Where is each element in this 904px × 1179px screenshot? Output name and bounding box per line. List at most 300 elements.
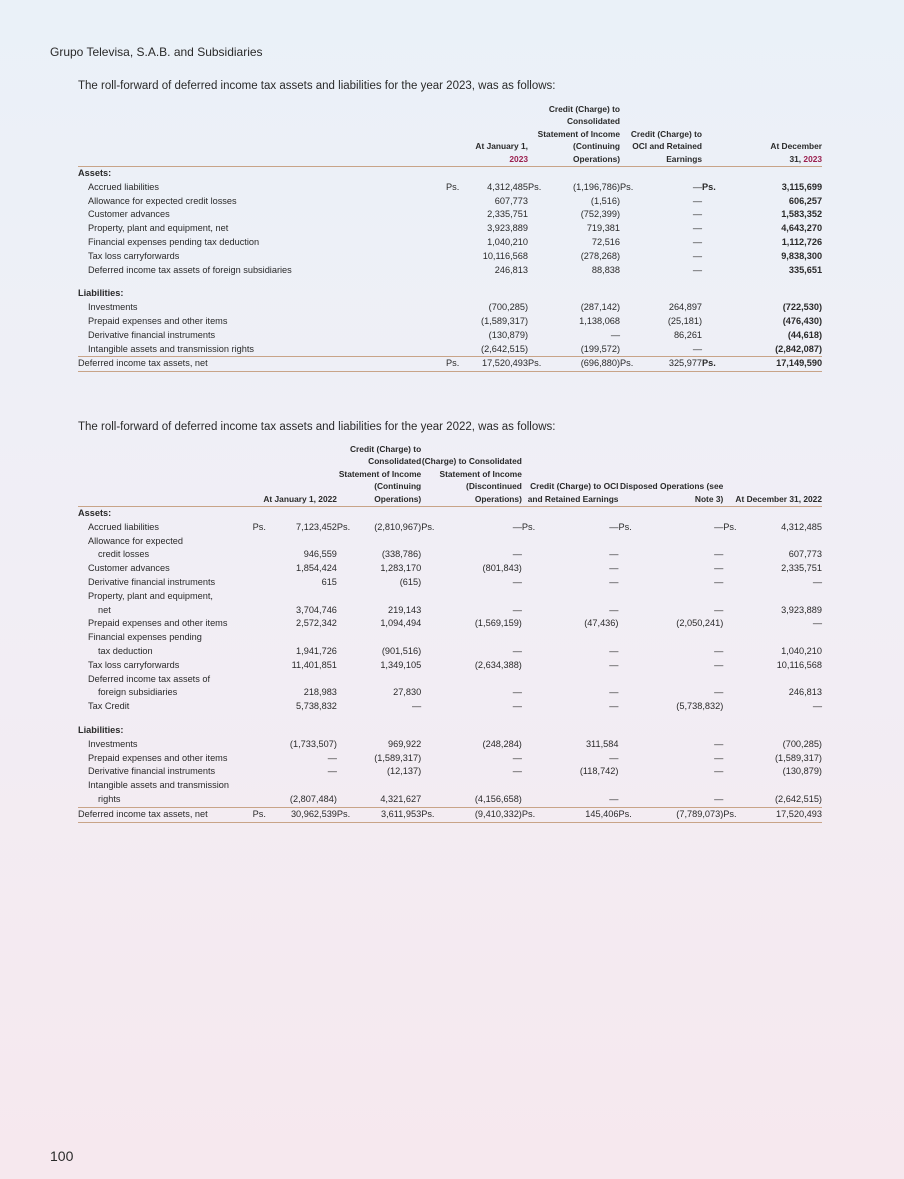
table-row	[78, 195, 822, 209]
currency-label	[421, 576, 442, 590]
currency-label	[620, 222, 640, 236]
currency-label	[702, 250, 722, 264]
currency-label	[253, 604, 274, 618]
total-row	[78, 357, 822, 372]
total-row	[78, 807, 822, 822]
value-cell: (700,285)	[488, 302, 529, 313]
table-row	[78, 686, 822, 700]
value-cell: —	[412, 701, 422, 712]
row-label: Derivative financial instruments	[88, 577, 216, 588]
currency-label	[446, 301, 466, 315]
row-label: Investments	[88, 738, 138, 749]
table-row	[78, 604, 822, 618]
row-label: Customer advances	[88, 209, 170, 220]
value-cell: —	[714, 752, 724, 763]
currency-label	[253, 548, 274, 562]
value-cell: —	[812, 701, 822, 712]
currency-label	[618, 659, 639, 673]
value-cell: (2,642,515)	[481, 343, 529, 354]
currency-label: Ps.	[528, 357, 548, 372]
value-cell: 218,983	[303, 687, 337, 698]
value-cell: 264,897	[668, 302, 703, 313]
table-row	[78, 301, 822, 315]
header-continuing-2022: Credit (Charge) to Consolidated Statement of Income (Continuing Operations)	[337, 443, 421, 507]
value-cell: (752,399)	[580, 209, 621, 220]
value-cell: —	[609, 646, 619, 656]
currency-label	[522, 793, 543, 807]
currency-label	[522, 700, 543, 714]
currency-label	[723, 617, 744, 631]
row-label: Derivative financial instruments	[88, 766, 216, 777]
row-label: Property, plant and equipment,	[88, 590, 213, 601]
value-cell: 1,583,352	[781, 209, 823, 220]
currency-label	[421, 645, 442, 659]
currency-label: Ps.	[252, 521, 266, 532]
currency-label	[620, 195, 640, 209]
currency-label	[337, 548, 358, 562]
currency-label: Ps.	[446, 181, 460, 192]
spacer-row	[78, 277, 822, 287]
currency-label	[528, 222, 548, 236]
value-cell: 969,922	[387, 738, 422, 749]
currency-label	[723, 765, 744, 779]
currency-label	[522, 548, 543, 562]
currency-label	[522, 645, 543, 659]
currency-label	[618, 752, 639, 766]
currency-label	[702, 343, 722, 357]
currency-label	[253, 765, 274, 779]
table-row-label-line	[78, 779, 822, 793]
row-label: Derivative financial instruments	[88, 329, 216, 340]
currency-label	[522, 765, 543, 779]
value-cell: (2,642,515)	[775, 793, 822, 804]
liabilities-heading	[78, 287, 822, 301]
currency-label: Ps.	[620, 357, 640, 372]
value-cell: (801,843)	[482, 563, 522, 574]
currency-label: Ps.	[521, 521, 536, 532]
value-cell: —	[692, 209, 703, 220]
row-label: Customer advances	[88, 563, 170, 574]
table-row	[78, 617, 822, 631]
currency-label	[446, 250, 466, 264]
table-row-label-line	[78, 631, 822, 645]
value-cell: —	[692, 195, 703, 206]
table-row-label-line	[78, 535, 822, 549]
currency-label	[421, 617, 442, 631]
value-cell: 2,335,751	[781, 563, 822, 574]
value-cell: 1,941,726	[296, 646, 337, 656]
value-cell: 145,406	[542, 807, 618, 822]
value-cell: —	[512, 752, 522, 763]
currency-label	[446, 236, 466, 250]
value-cell: 30,962,539	[273, 807, 337, 822]
currency-label	[522, 738, 543, 752]
value-cell: 3,611,953	[357, 807, 421, 822]
value-cell: (7,789,073)	[639, 807, 723, 822]
currency-label	[528, 208, 548, 222]
value-cell: (278,268)	[580, 250, 621, 261]
value-cell: 10,116,568	[482, 250, 529, 261]
row-label: Deferred income tax assets of foreign subsidiaries	[88, 264, 292, 275]
row-label: Intangible assets and transmission	[88, 780, 229, 791]
spacer	[78, 277, 822, 287]
currency-label	[620, 250, 640, 264]
row-label: Financial expenses pending tax deduction	[88, 237, 260, 248]
currency-label	[723, 645, 744, 659]
value-cell: —	[512, 521, 522, 532]
currency-label	[620, 236, 640, 250]
spacer	[78, 714, 822, 724]
row-label: Tax loss carryforwards	[88, 659, 180, 670]
currency-label	[618, 604, 639, 618]
table-row	[78, 562, 822, 576]
currency-label: Ps.	[620, 181, 634, 192]
value-cell: —	[714, 659, 724, 670]
table-row	[78, 264, 822, 278]
currency-label: Ps.	[528, 181, 542, 192]
value-cell: 2,572,342	[296, 618, 337, 629]
table-row	[78, 315, 822, 329]
value-cell: (2,807,484)	[289, 793, 337, 804]
row-label: Prepaid expenses and other items	[88, 618, 228, 629]
header-year: 2023	[803, 153, 823, 164]
currency-label	[702, 208, 722, 222]
table-row	[78, 250, 822, 264]
currency-label	[421, 562, 442, 576]
table-2023	[78, 103, 822, 372]
currency-label	[702, 301, 722, 315]
currency-label	[618, 562, 639, 576]
value-cell: —	[512, 604, 522, 615]
section-label: Assets:	[78, 168, 112, 179]
value-cell: (9,410,332)	[442, 807, 522, 822]
value-cell: (1,589,317)	[374, 752, 422, 763]
currency-label: Ps.	[723, 807, 744, 822]
value-cell: —	[512, 549, 522, 560]
table-row	[78, 329, 822, 343]
currency-label	[702, 222, 722, 236]
value-cell: —	[512, 766, 522, 777]
row-label: credit losses	[98, 549, 150, 560]
row-label: Investments	[88, 302, 138, 313]
currency-label	[446, 264, 466, 278]
value-cell: —	[512, 701, 522, 712]
section-label: Liabilities:	[78, 724, 124, 735]
currency-label	[421, 548, 442, 562]
value-cell: 219,143	[387, 604, 422, 615]
value-cell: —	[714, 549, 724, 560]
value-cell: 10,116,568	[776, 659, 822, 670]
currency-label	[421, 659, 442, 673]
currency-label	[421, 793, 442, 807]
currency-label	[620, 301, 640, 315]
value-cell: 3,704,746	[296, 604, 337, 615]
value-cell: (1,733,507)	[289, 738, 337, 749]
value-cell: 72,516	[591, 237, 621, 248]
row-label: tax deduction	[98, 646, 153, 656]
currency-label: Ps.	[618, 521, 632, 532]
row-label: Tax Credit	[88, 701, 130, 712]
currency-label	[446, 343, 466, 357]
currency-label	[528, 343, 548, 357]
value-cell: —	[609, 549, 619, 560]
value-cell: —	[714, 604, 724, 615]
currency-label: Ps.	[337, 807, 358, 822]
spacer-row	[78, 714, 822, 724]
currency-label	[702, 195, 722, 209]
header-jan-2022: At January 1, 2022	[253, 443, 337, 507]
currency-label	[421, 686, 442, 700]
header-oci-2022: Credit (Charge) to OCI and Retained Earnings	[522, 443, 619, 507]
value-cell: 607,773	[494, 195, 529, 206]
value-cell: 4,312,485	[781, 521, 822, 532]
currency-label	[618, 793, 639, 807]
currency-label	[421, 604, 442, 618]
value-cell: —	[609, 577, 619, 588]
value-cell: (2,634,388)	[474, 659, 522, 670]
currency-label	[253, 562, 274, 576]
currency-label	[522, 617, 543, 631]
currency-label	[421, 765, 442, 779]
value-cell: —	[714, 577, 724, 588]
currency-label: Ps.	[723, 521, 737, 532]
currency-label	[528, 329, 548, 343]
currency-label	[528, 250, 548, 264]
currency-label	[522, 576, 543, 590]
currency-label	[253, 659, 274, 673]
table-row	[78, 576, 822, 590]
value-cell: —	[714, 646, 724, 656]
value-cell: (2,842,087)	[775, 343, 823, 354]
value-cell: 9,838,300	[781, 250, 823, 261]
currency-label	[528, 236, 548, 250]
value-cell: (47,436)	[584, 618, 619, 629]
currency-label	[723, 548, 744, 562]
currency-label	[723, 700, 744, 714]
value-cell: 246,813	[494, 264, 529, 275]
value-cell: —	[714, 563, 724, 574]
currency-label	[337, 752, 358, 766]
currency-label	[618, 700, 639, 714]
value-cell: 17,149,590	[722, 357, 822, 372]
value-cell: (476,430)	[782, 316, 823, 326]
table-row	[78, 752, 822, 766]
currency-label	[337, 576, 358, 590]
currency-label	[253, 645, 274, 659]
currency-label	[618, 686, 639, 700]
header-discontinued-2022: (Charge) to Consolidated Statement of Income (Discontinued Operations)	[421, 443, 522, 507]
value-cell: (12,137)	[386, 766, 422, 777]
currency-label	[702, 315, 722, 329]
currency-label	[421, 700, 442, 714]
value-cell: —	[609, 604, 619, 615]
currency-label	[522, 604, 543, 618]
currency-label	[620, 329, 640, 343]
value-cell: (1,589,317)	[775, 752, 822, 763]
currency-label	[446, 208, 466, 222]
value-cell: 1,283,170	[380, 563, 422, 574]
currency-label	[618, 738, 639, 752]
currency-label	[337, 738, 358, 752]
currency-label	[702, 264, 722, 278]
value-cell: (4,156,658)	[474, 793, 522, 804]
value-cell: (696,880)	[548, 357, 620, 372]
value-cell: 86,261	[673, 329, 703, 340]
currency-label	[253, 576, 274, 590]
value-cell: 7,123,452	[296, 521, 337, 532]
value-cell: 1,854,424	[296, 563, 337, 574]
row-label: Tax loss carryforwards	[88, 250, 180, 261]
value-cell: 17,520,493	[466, 357, 528, 372]
value-cell: 946,559	[303, 549, 337, 560]
value-cell: 1,040,210	[781, 646, 822, 656]
value-cell: (1,589,317)	[481, 316, 529, 326]
row-label: Financial expenses pending	[88, 632, 202, 643]
value-cell: (44,618)	[787, 329, 823, 340]
value-cell: —	[714, 521, 724, 532]
currency-label	[337, 562, 358, 576]
value-cell: 606,257	[788, 195, 823, 206]
value-cell: (700,285)	[782, 738, 822, 749]
value-cell: 1,112,726	[781, 237, 823, 248]
value-cell: —	[610, 329, 621, 340]
value-cell: —	[512, 646, 522, 656]
value-cell: 27,830	[393, 687, 422, 698]
currency-label	[522, 752, 543, 766]
value-cell: (615)	[399, 577, 422, 588]
value-cell: —	[692, 250, 703, 261]
row-label: Allowance for expected	[88, 535, 183, 546]
table-row	[78, 236, 822, 250]
value-cell: (722,530)	[782, 302, 823, 313]
currency-label	[618, 645, 639, 659]
table-row-label-line	[78, 590, 822, 604]
value-cell: —	[609, 563, 619, 574]
value-cell: —	[812, 577, 822, 588]
value-cell: —	[609, 701, 619, 712]
value-cell: (1,196,786)	[573, 181, 621, 192]
value-cell: 4,312,485	[487, 181, 529, 192]
currency-label	[618, 765, 639, 779]
currency-label: Ps.	[421, 521, 435, 532]
currency-label	[522, 562, 543, 576]
value-cell: 615	[321, 577, 337, 588]
table-row	[78, 222, 822, 236]
currency-label	[253, 752, 274, 766]
value-cell: (1,516)	[590, 195, 621, 206]
currency-label	[337, 617, 358, 631]
currency-label: Ps.	[618, 807, 639, 822]
row-label: foreign subsidiaries	[98, 687, 178, 698]
value-cell: —	[812, 618, 822, 629]
currency-label	[618, 576, 639, 590]
value-cell: —	[714, 766, 724, 777]
currency-label	[702, 236, 722, 250]
value-cell: 1,138,068	[579, 316, 621, 326]
header-dec-2023: At December 31, 2023	[702, 103, 822, 167]
value-cell: 3,115,699	[781, 181, 823, 192]
currency-label: Ps.	[336, 521, 351, 532]
currency-label	[618, 548, 639, 562]
row-label: Deferred income tax assets, net	[78, 807, 253, 822]
value-cell: (338,786)	[381, 549, 422, 560]
value-cell: (25,181)	[667, 316, 703, 326]
currency-label	[723, 793, 744, 807]
value-cell: —	[609, 521, 619, 532]
currency-label	[253, 617, 274, 631]
currency-label	[522, 686, 543, 700]
currency-label	[421, 752, 442, 766]
table-2022	[78, 443, 822, 823]
currency-label	[528, 315, 548, 329]
currency-label	[337, 793, 358, 807]
assets-heading	[78, 507, 822, 521]
value-cell: —	[714, 793, 724, 804]
value-cell: 4,321,627	[380, 793, 422, 804]
table-row	[78, 645, 822, 659]
value-cell: —	[609, 793, 619, 804]
currency-label	[620, 315, 640, 329]
header-disposed-2022: Disposed Operations (see Note 3)	[618, 443, 723, 507]
currency-label: Ps.	[253, 807, 274, 822]
table-row	[78, 343, 822, 357]
value-cell: 1,040,210	[487, 237, 529, 248]
currency-label	[337, 686, 358, 700]
row-label: Accrued liabilities	[88, 521, 159, 532]
value-cell: —	[609, 687, 619, 698]
liabilities-heading	[78, 724, 822, 738]
value-cell: 607,773	[788, 549, 822, 560]
currency-label	[337, 700, 358, 714]
value-cell: 311,584	[585, 738, 619, 749]
row-label: Deferred income tax assets of	[88, 673, 211, 684]
value-cell: (2,050,241)	[676, 618, 724, 629]
row-label: Accrued liabilities	[88, 181, 159, 192]
currency-label	[620, 208, 640, 222]
currency-label	[723, 562, 744, 576]
currency-label	[446, 315, 466, 329]
value-cell: 3,923,889	[781, 604, 822, 615]
currency-label	[446, 329, 466, 343]
currency-label	[723, 576, 744, 590]
company-name: Grupo Televisa, S.A.B. and Subsidiaries	[50, 45, 263, 59]
header-oci-2023: Credit (Charge) to OCI and Retained Earnings	[620, 103, 702, 167]
value-cell: 3,923,889	[487, 223, 529, 234]
value-cell: 17,520,493	[744, 807, 822, 822]
currency-label: Ps.	[702, 181, 716, 192]
value-cell: (1,569,159)	[474, 618, 522, 629]
value-cell: 325,977	[640, 357, 702, 372]
table-row	[78, 208, 822, 222]
value-cell: 1,349,105	[380, 659, 422, 670]
currency-label	[337, 765, 358, 779]
value-cell: —	[512, 577, 522, 588]
currency-label	[337, 659, 358, 673]
currency-label	[723, 604, 744, 618]
value-cell: —	[609, 659, 619, 670]
intro-2023: The roll-forward of deferred income tax assets and liabilities for the year 2023, was as follows:	[78, 80, 556, 92]
currency-label	[723, 738, 744, 752]
currency-label	[618, 617, 639, 631]
table-row	[78, 700, 822, 714]
value-cell: —	[512, 687, 522, 698]
value-cell: (287,142)	[580, 302, 621, 313]
row-label: Deferred income tax assets, net	[78, 357, 446, 372]
currency-label	[446, 222, 466, 236]
value-cell: —	[692, 264, 703, 275]
section-label: Assets:	[78, 508, 112, 519]
value-cell: 4,643,270	[781, 223, 823, 234]
